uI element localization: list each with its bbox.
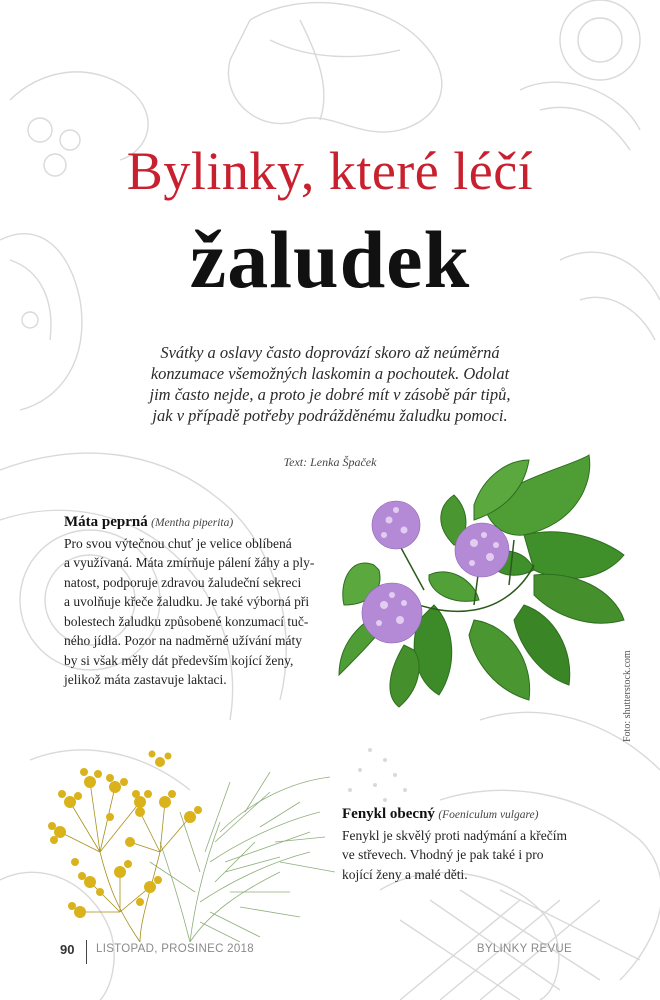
fennel-latin-name: (Foeniculum vulgare) bbox=[438, 809, 539, 821]
lead-line: konzumace všemožných laskomin a pochoutek. Odolat bbox=[150, 364, 510, 383]
magazine-name: BYLINKY REVUE bbox=[476, 943, 572, 955]
lead-line: jak v případě potřeby podrážděnému žaludku pomoci. bbox=[152, 406, 508, 425]
mint-text-line: a využívaná. Máta zmírňuje pálení žáhy a ply- bbox=[64, 555, 315, 570]
mint-section bbox=[64, 512, 334, 690]
mint-text-line: a uvolňuje křeče žaludku. Je také výborná při bbox=[64, 594, 310, 609]
page-footer bbox=[0, 940, 660, 964]
article-lead bbox=[130, 342, 530, 426]
mint-latin-name: (Mentha piperita) bbox=[151, 517, 234, 529]
article-title-line2: žaludek bbox=[189, 214, 471, 305]
mint-plant-image bbox=[334, 445, 629, 710]
mint-text-line: ného jídla. Pozor na nadměrné užívání máty bbox=[64, 633, 303, 648]
mint-text-line: by si však měly dát především kojící ženy, bbox=[64, 652, 294, 668]
mint-heading: Máta peprná bbox=[64, 514, 148, 530]
fennel-section bbox=[342, 804, 602, 884]
mint-text-line: natost, podporuje zdravou žaludeční sekreci bbox=[64, 574, 302, 590]
mint-text-line: bolestech žaludku způsobené konzumací tuč- bbox=[64, 613, 309, 629]
issue-date: LISTOPAD, PROSINEC 2018 bbox=[96, 943, 254, 955]
page-number: 90 bbox=[60, 942, 75, 957]
lead-line: jim často nejde, a proto je dobré mít v zásobě pár tipů, bbox=[149, 385, 511, 404]
author-credit: Text: Lenka Špaček bbox=[283, 455, 377, 469]
mint-text-line: jelikož máta zastavuje laktaci. bbox=[64, 672, 227, 687]
fennel-plant-image bbox=[40, 742, 340, 942]
fennel-text-line: Fenykl je skvělý proti nadýmání a křečím bbox=[342, 827, 567, 843]
photo-credit: Foto: shutterstock.com bbox=[622, 650, 633, 742]
article-title-line1: Bylinky, které léčí bbox=[126, 141, 534, 201]
lead-line: Svátky a oslavy často doprovází skoro až neúměrná bbox=[160, 343, 500, 362]
fennel-text-line: ve střevech. Vhodný je pak také i pro bbox=[342, 847, 544, 862]
fennel-heading: Fenykl obecný bbox=[342, 806, 435, 822]
footer-divider bbox=[86, 940, 87, 964]
fennel-text-line: kojící ženy a malé děti. bbox=[342, 866, 468, 882]
mint-text-line: Pro svou výtečnou chuť je velice oblíbená bbox=[64, 535, 292, 551]
